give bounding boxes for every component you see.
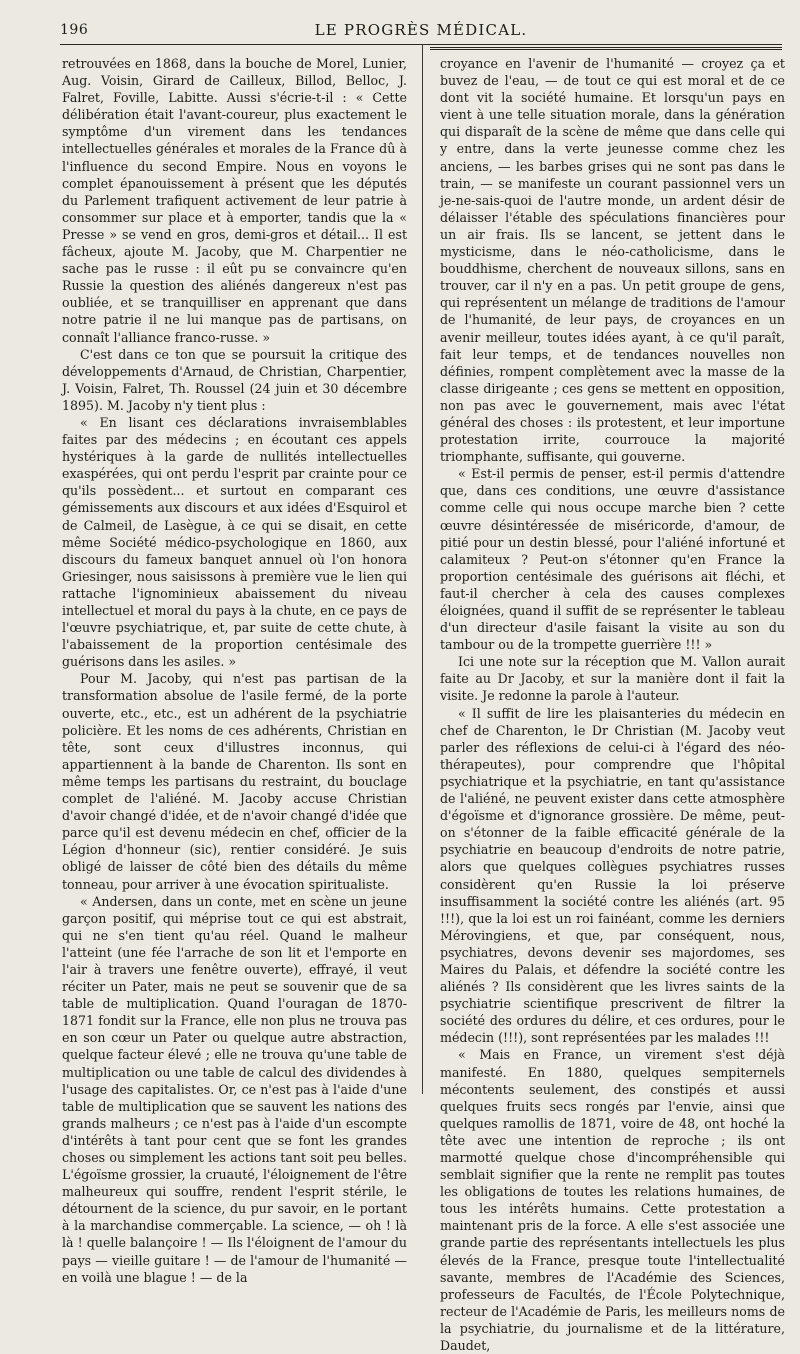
paragraph: Pour M. Jacoby, qui n'est pas partisan de la transformation absolue de l'asile fermé, de la porte ouverte, etc., etc., est un adhérent de la psychiatrie policière. Et les noms de ces adhérents, Christian en tête, sont ceux d'illustres inconnus, qui appartiennent à la bande de Charenton. Ils sont en même temps les partisans du restraint, du bouclage complet de l'aliéné. M. Jacoby accuse Christian d'avoir changé d'idée, et de n'avoir changé d'idée que parce qu'il est devenu médecin en chef, officier de la Légion d'honneur (sic), rentier considéré. Je suis obligé de laisser de côté bien des détails du même tonneau, pour arriver à une évocation spiritualiste. bbox=[62, 671, 407, 892]
paragraph: retrouvées en 1868, dans la bouche de Morel, Lunier, Aug. Voisin, Girard de Cailleux, Billod, Belloc, J. Falret, Foville, Labitte. Aussi s'écrie-t-il : « Cette délibération était l'avant-coureur, plus exactement le symptôme d'un virement dans les tendances intellectuelles générales et morales de la France dû à l'influence du second Empire. Nous en voyons le complet épanouissement à présent que les députés du Parlement trafiquent activement de leur patrie à consommer sur place et à emporter, tandis que la « Presse » se vend en gros, demi-gros et détail... Il est fâcheux, ajoute M. Jacoby, que M. Charpentier ne sache pas le russe : il eût pu se convaincre qu'en Russie la question des aliénés dangereux n'est pas oubliée, et se tranquilliser en apprenant que dans notre patrie il ne lui manque pas de partisans, on connaît l'alliance franco-russe. » bbox=[62, 56, 407, 345]
paragraph: « Il suffit de lire les plaisanteries du médecin en chef de Charenton, le Dr Christian (M. Jacoby veut parler des réflexions de celui-ci à l'égard des néo-thérapeutes), pour comprendre que l'hôpital psychiatrique et la psychiatrie, en tant qu'assistance de l'aliéné, ne peuvent exister dans cette atmosphère d'égoïsme et d'ignorance grossière. De même, peut-on s'étonner de la faible efficacité générale de la psychiatrie en beaucoup d'endroits de notre patrie, alors que quelques collègues psychiatres russes considèrent qu'en Russie la loi préserve insuffisamment la société contre les aliénés (art. 95 !!!), que la loi est un roi fainéant, comme les derniers Mérovingiens, et que, par conséquent, nous, psychiatres, devons devenir ses majordomes, ses Maires du Palais, et défendre la société contre les aliénés ? Ils considèrent que les livres saints de la psychiatrie scientifique prescrivent de filtrer la société des ordures du délire, et ces ordures, pour le médecin (!!!), sont représentées par les malades !!! bbox=[440, 705, 785, 1046]
paragraph: « Andersen, dans un conte, met en scène un jeune garçon positif, qui méprise tout ce qui est abstrait, qui ne s'en tient qu'au réel. Quand le malheur l'atteint (une fée l'arrache de son lit et l'emporte en l'air à travers une fenêtre ouverte), effrayé, il veut réciter un Pater, mais ne peut se souvenir que de sa table de multiplication. Quand l'ouragan de 1870-1871 fondit sur la France, elle non plus ne trouva pas en son cœur un Pater ou quelque autre abstraction, quelque facteur élevé ; elle ne trouva qu'une table de multiplication ou une table de calcul des dividendes à l'usage des capitalistes. Or, ce n'est pas à l'aide d'une table de multiplication que se sauvent les nations des grands malheurs ; ce n'est pas à l'aide d'un escompte d'intérêts à tant pour cent que se font les grandes choses ou simplement les actions tant soit peu belles. L'égoïsme grossier, la cruauté, l'éloignement de l'être malheureux qui souffre, rendent l'esprit stérile, le détournent de la science, du pur savoir, en le portant à la marchandise commerçable. La science, — oh ! là là ! quelle balançoire ! — Ils l'éloignent de l'amour du pays — vieille guitare ! — de l'amour de l'humanité — en voilà une blague ! — de la bbox=[62, 893, 407, 1285]
page-header bbox=[60, 18, 782, 42]
right-column bbox=[440, 55, 785, 1354]
header-rule bbox=[60, 44, 782, 45]
paragraph: « Est-il permis de penser, est-il permis d'attendre que, dans ces conditions, une œuvre d'assistance comme celle qui nous occupe marche bien ? cette œuvre désintéressée de miséricorde, d'amour, de pitié pour un destin blessé, pour l'aliéné infortuné et calamiteux ? Peut-on s'étonner qu'en France la proportion centésimale des guérisons ait fléchi, et faut-il chercher à cela des causes complexes éloignées, quand il suffit de se représenter le tableau d'un directeur d'asile faisant la visite au son du tambour ou de la trompette guerrière !!! » bbox=[440, 466, 785, 653]
paragraph: croyance en l'avenir de l'humanité — croyez ça et buvez de l'eau, — de tout ce qui est moral et de ce dont vit la société humaine. Et lorsqu'un pays en vient à une telle situation morale, dans la génération qui disparaît de la scène de même que dans celle qui y entre, dans la verte jeunesse comme chez les anciens, — les barbes grises qui ne sont pas dans le train, — se manifeste un courant passionnel vers un je-ne-sais-quoi de l'autre monde, un ardent désir de délaisser l'étable des spéculations financières pour un air frais. Ils se lancent, se jettent dans le mysticisme, dans le néo-catholicisme, dans le bouddhisme, cherchent de nouveaux sillons, sans en trouver, car il n'y en a pas. Un petit groupe de gens, qui représentent un mélange de traditions de l'amour de l'humanité, de leur pays, de croyances en un avenir meilleur, toutes idées ayant, à ce qu'il paraît, fait leur temps, et de tendances nouvelles non définies, rompent complètement avec la masse de la classe dirigeante ; ces gens se mettent en opposition, non pas avec le gouvernement, mais avec l'état général des choses : ils protestent, et leur importune protestation irrite, courrouce la majorité triomphante, suffisante, qui gouverne. bbox=[440, 56, 785, 465]
paragraph: « En lisant ces déclarations invraisemblables faites par des médecins ; en écoutant ces appels hystériques à la garde de nullités intellectuelles exaspérées, qui ont perdu l'esprit par crainte pour ce qu'ils possèdent... et surtout en comparant ces gémissements aux discours et aux idées d'Esquirol et de Calmeil, de Lasègue, à ce qui se disait, en cette même Société médico-psychologique en 1860, aux discours du fameux banquet annuel où l'on honora Griesinger, nous saisissons à première vue le lien qui rattache l'ignominieux abaissement du niveau intellectuel et moral du pays à la chute, en ce pays de l'œuvre psychiatrique, et, par suite de cette chute, à l'abaissement de la proportion centésimale des guérisons dans les asiles. » bbox=[62, 414, 407, 670]
running-title: LE PROGRÈS MÉDICAL. bbox=[314, 21, 528, 39]
paragraph: Ici une note sur la réception que M. Vallon aurait faite au Dr Jacoby, et sur la manière dont il fait la visite. Je redonne la parole à l'auteur. bbox=[440, 654, 785, 704]
paragraph: C'est dans ce ton que se poursuit la critique des développements d'Arnaud, de Christian, Charpentier, J. Voisin, Falret, Th. Roussel (24 juin et 30 décembre 1895). M. Jacoby n'y tient plus : bbox=[62, 346, 407, 413]
paragraph: « Mais en France, un virement s'est déjà manifesté. En 1880, quelques sempiternels mécontents seulement, des constipés et aussi quelques fruits secs rongés par l'envie, ainsi que quelques ramollis de 1871, voire de 48, ont hoché la tête avec une intention de reproche ; ils ont marmotté quelque chose d'incompréhensible qui semblait signifier que la rente ne remplit pas toutes les obligations de toutes les relations humaines, de tous les intérêts humains. Cette protestation a maintenant pris de la force. A elle s'est associée une grande partie des représentants intellectuels les plus élevés de la France, presque toute l'intellectualité savante, membres de l'Académie des Sciences, professeurs de Facultés, de l'École Polytechnique, recteur de l'Académie de Paris, les meilleurs noms de la psychiatrie, du journalisme et de la littérature, Daudet, bbox=[440, 1047, 785, 1354]
column-divider bbox=[422, 44, 423, 1094]
header-double-rule bbox=[430, 47, 782, 50]
left-column bbox=[62, 55, 407, 1286]
page-number: 196 bbox=[60, 22, 89, 38]
